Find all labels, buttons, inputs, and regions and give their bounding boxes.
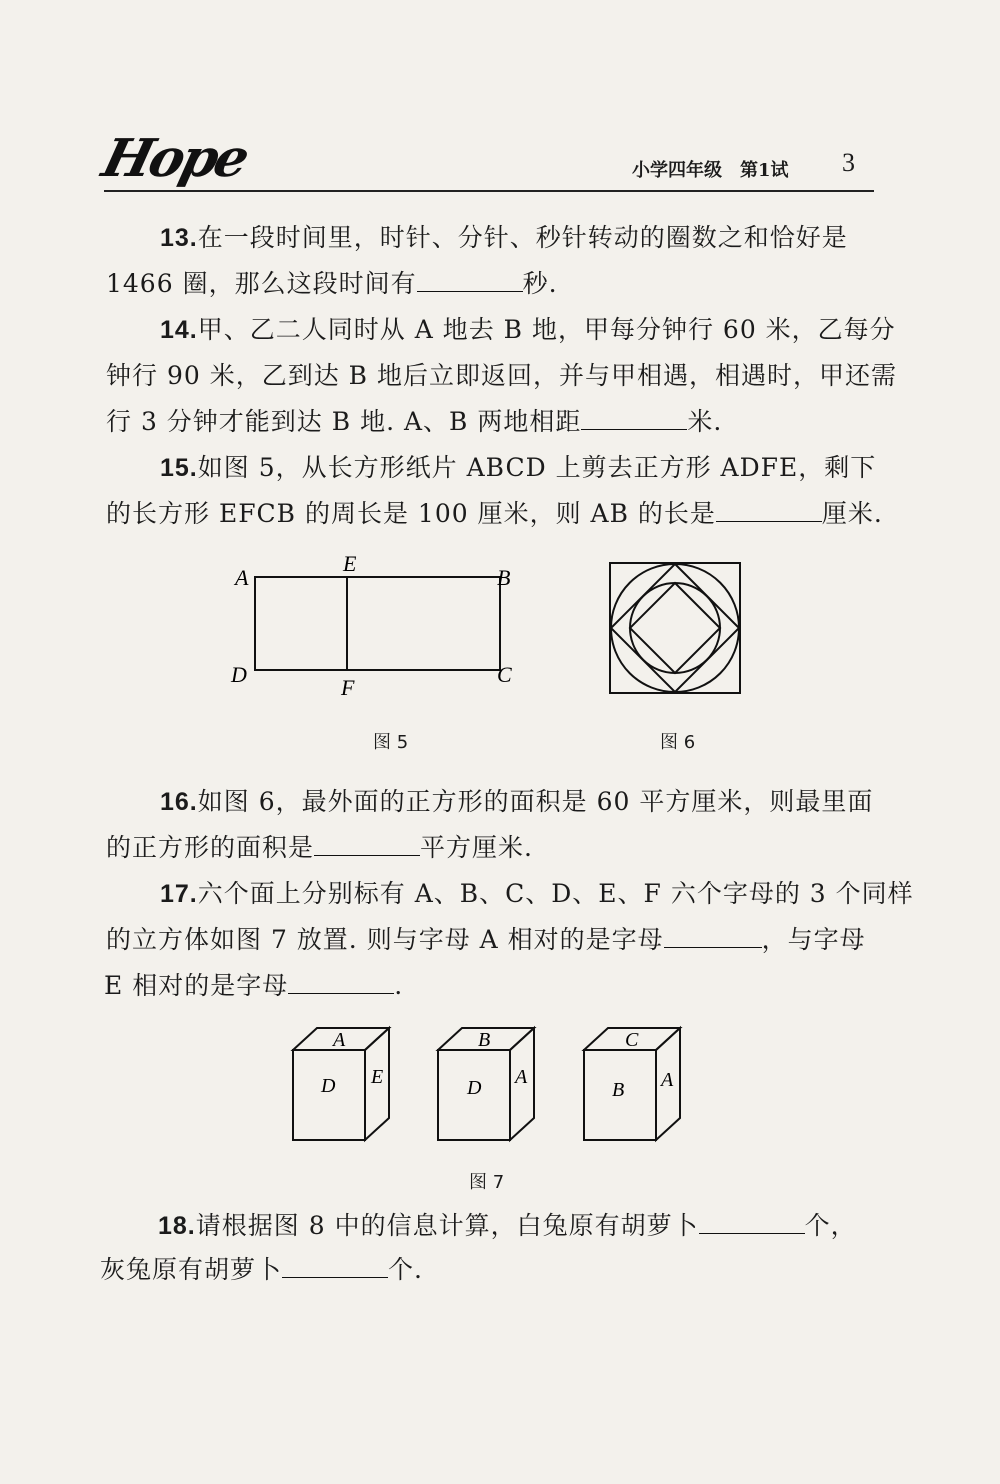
label-B: B (497, 565, 511, 590)
fig6-caption: 图 6 (660, 732, 696, 753)
q13-text2b: 秒. (522, 269, 558, 298)
label-F: F (341, 675, 355, 700)
label-C: C (497, 662, 512, 687)
q18-line1 (158, 1206, 857, 1242)
q15-text2a: 的长方形 EFCB 的周长是 100 厘米，则 AB 的长是 (106, 499, 716, 528)
cube2-side-label: A (515, 1066, 528, 1088)
q17-text3a: E 相对的是字母 (104, 971, 289, 1000)
q13-answer-blank[interactable] (417, 273, 523, 292)
q18-answer-blank-1[interactable] (699, 1215, 805, 1234)
label-D: D (231, 662, 247, 687)
header-rule (104, 190, 874, 192)
q16-text2a: 的正方形的面积是 (106, 833, 315, 862)
cube-1 (293, 1028, 389, 1140)
cube3-side-label: A (661, 1069, 674, 1091)
rect-abcd (255, 577, 500, 670)
header-grade-label: 小学四年级 第1试 (632, 160, 789, 181)
q17-answer-blank-1[interactable] (664, 929, 762, 948)
q17-number: 17. (160, 880, 198, 908)
q16-number: 16. (160, 788, 198, 816)
q16-line2 (106, 828, 533, 864)
q17-text3b: . (394, 971, 404, 1000)
cube-2 (438, 1028, 534, 1140)
q13-line2 (106, 264, 558, 300)
q17-line1 (160, 874, 914, 910)
q17-text2a: 的立方体如图 7 放置. 则与字母 A 相对的是字母 (106, 925, 664, 954)
cube2-top-label: B (478, 1029, 491, 1051)
label-E: E (343, 555, 357, 576)
hope-logo: Hope (96, 128, 253, 189)
q18-number: 18. (158, 1212, 196, 1240)
q17-line2 (106, 920, 866, 956)
q17-text2b: ，与字母 (761, 925, 866, 954)
cube1-front-label: D (321, 1075, 336, 1097)
q16-answer-blank[interactable] (314, 837, 420, 856)
cube1-top-label: A (333, 1029, 346, 1051)
q18-line2 (100, 1250, 423, 1286)
q18-text1b: 个， (804, 1211, 857, 1240)
q18-text2a: 灰兔原有胡萝卜 (100, 1255, 283, 1284)
cube3-top-label: C (625, 1029, 639, 1051)
fig7-caption: 图 7 (469, 1172, 505, 1193)
q17-text1: 六个面上分别标有 A、B、C、D、E、F 六个字母的 3 个同样 (197, 879, 914, 908)
figure-5 (225, 555, 525, 705)
cube2-front-label: D (467, 1077, 482, 1099)
q14-text2: 钟行 90 米，乙到达 B 地后立即返回，并与甲相遇，相遇时，甲还需 (106, 361, 897, 390)
q14-line3 (106, 402, 722, 438)
q15-line1 (160, 448, 876, 484)
q18-text1a: 请根据图 8 中的信息计算，白兔原有胡萝卜 (195, 1211, 699, 1240)
q14-text1: 甲、乙二人同时从 A 地去 B 地，甲每分钟行 60 米，乙每分 (197, 315, 896, 344)
q17-line3 (104, 966, 403, 1002)
q14-number: 14. (160, 316, 198, 344)
q18-text2b: 个. (388, 1255, 423, 1284)
cube3-front-label: B (612, 1079, 625, 1101)
q15-text1: 如图 5，从长方形纸片 ABCD 上剪去正方形 ADFE，剩下 (197, 453, 877, 482)
q13-number: 13. (160, 224, 198, 252)
q16-line1 (160, 782, 873, 818)
q15-answer-blank[interactable] (716, 503, 822, 522)
fig5-caption: 图 5 (373, 732, 409, 753)
q16-text1: 如图 6，最外面的正方形的面积是 60 平方厘米，则最里面 (197, 787, 874, 816)
q13-line1 (160, 218, 848, 254)
figure-6 (605, 558, 745, 698)
q13-text2a: 1466 圈，那么这段时间有 (106, 269, 417, 298)
cube1-side-label: E (371, 1066, 384, 1088)
figure-7 (285, 1020, 715, 1150)
label-A: A (235, 565, 249, 590)
q16-text2b: 平方厘米. (420, 833, 533, 862)
q14-line2 (106, 356, 897, 392)
q15-text2b: 厘米. (821, 499, 883, 528)
q15-line2 (106, 494, 883, 530)
q15-number: 15. (160, 454, 198, 482)
q14-text3a: 行 3 分钟才能到达 B 地. A、B 两地相距 (106, 407, 582, 436)
q14-text3b: 米. (687, 407, 723, 436)
q14-answer-blank[interactable] (581, 411, 687, 430)
page-number: 3 (842, 148, 855, 177)
cube-3 (584, 1028, 680, 1140)
q13-text1: 在一段时间里，时针、分针、秒针转动的圈数之和恰好是 (197, 223, 848, 252)
inner-circle (630, 583, 720, 673)
q17-answer-blank-2[interactable] (288, 975, 394, 994)
q14-line1 (160, 310, 896, 346)
q18-answer-blank-2[interactable] (282, 1259, 388, 1278)
